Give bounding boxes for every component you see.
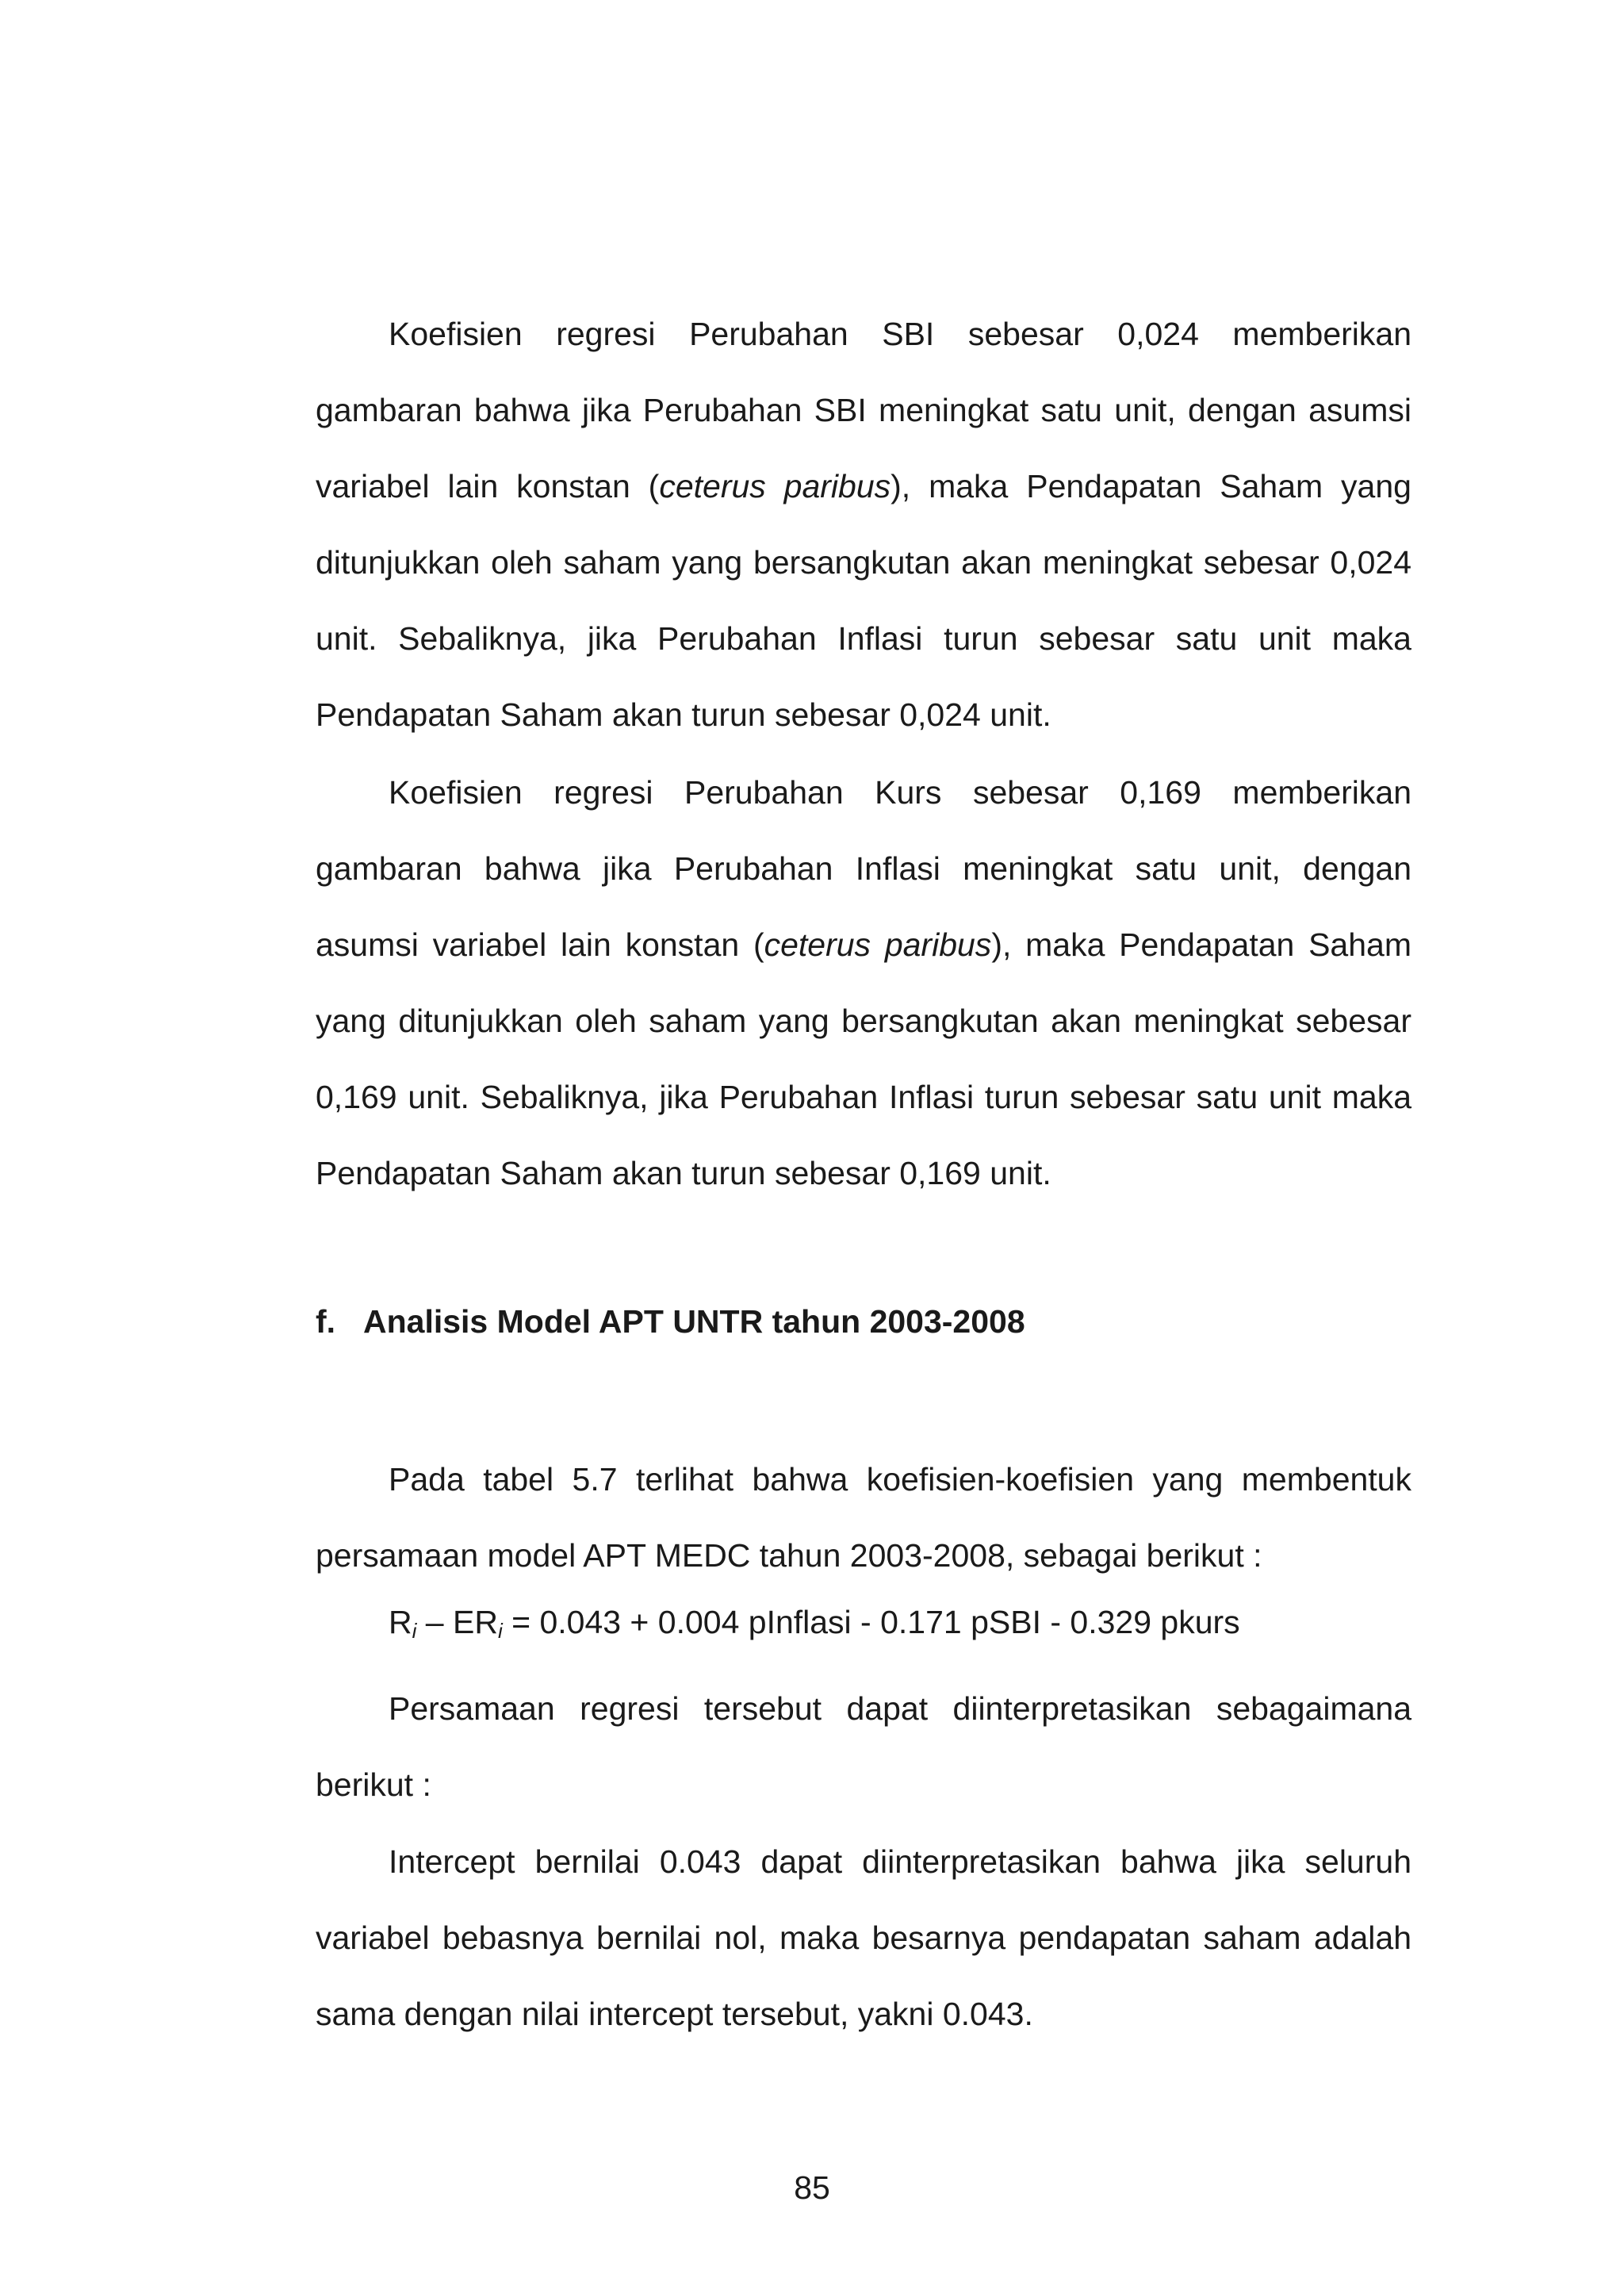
paragraph-table-intro: Pada tabel 5.7 terlihat bahwa koefisien-koefisien yang membentuk persamaan model APT MEDC tahun 2003-2008, sebagai berikut :: [316, 1461, 1411, 1574]
section-marker: f.: [316, 1303, 336, 1340]
paragraph-sbi-coefficient: [316, 296, 1411, 753]
equation-r-subscript: i: [412, 1619, 417, 1643]
italic-term: ceterus paribus: [659, 468, 891, 504]
paragraph-interpretation-intro: Persamaan regresi tersebut dapat diinterpretasikan sebagaimana berikut :: [316, 1690, 1411, 1803]
equation-er: – ER: [416, 1604, 498, 1640]
paragraph-text: Koefisien regresi Perubahan SBI sebesar 0,024 memberikan gambaran bahwa jika Perubahan SBI meningkat satu unit, dengan asumsi variabel lain konstan (: [316, 316, 1411, 504]
paragraph-text: ), maka Pendapatan Saham yang ditunjukkan oleh saham yang bersangkutan akan meningkat sebesar 0,169 unit. Sebaliknya, jika Perubahan Inflasi turun sebesar satu unit maka Pendapatan Saham akan turun sebesar 0,169 unit.: [316, 926, 1411, 1191]
regression-equation: [389, 1598, 1240, 1655]
equation-er-subscript: i: [497, 1619, 503, 1643]
page-number: 85: [794, 2169, 830, 2206]
italic-term: ceterus paribus: [764, 926, 992, 963]
section-title: Analisis Model APT UNTR tahun 2003-2008: [363, 1303, 1025, 1340]
paragraph-text: ), maka Pendapatan Saham yang ditunjukkan oleh saham yang bersangkutan akan meningkat sebesar 0,024 unit. Sebaliknya, jika Perubahan Inflasi turun sebesar satu unit maka Pendapatan Saham akan turun sebesar 0,024 unit.: [316, 468, 1411, 733]
paragraph-text: Koefisien regresi Perubahan Kurs sebesar 0,169 memberikan gambaran bahwa jika Perubahan Inflasi meningkat satu unit, dengan asumsi variabel lain konstan (: [316, 774, 1411, 963]
section-heading: [316, 1298, 1025, 1345]
paragraph-intercept: Intercept bernilai 0.043 dapat diinterpretasikan bahwa jika seluruh variabel bebasnya bernilai nol, maka besarnya pendapatan saham adalah sama dengan nilai intercept tersebut, yakni 0.043.: [316, 1843, 1411, 2032]
equation-rhs: = 0.043 + 0.004 pInflasi - 0.171 pSBI - 0.329 pkurs: [502, 1604, 1240, 1640]
paragraph-kurs-coefficient: [316, 754, 1411, 1211]
equation-r: R: [389, 1604, 412, 1640]
